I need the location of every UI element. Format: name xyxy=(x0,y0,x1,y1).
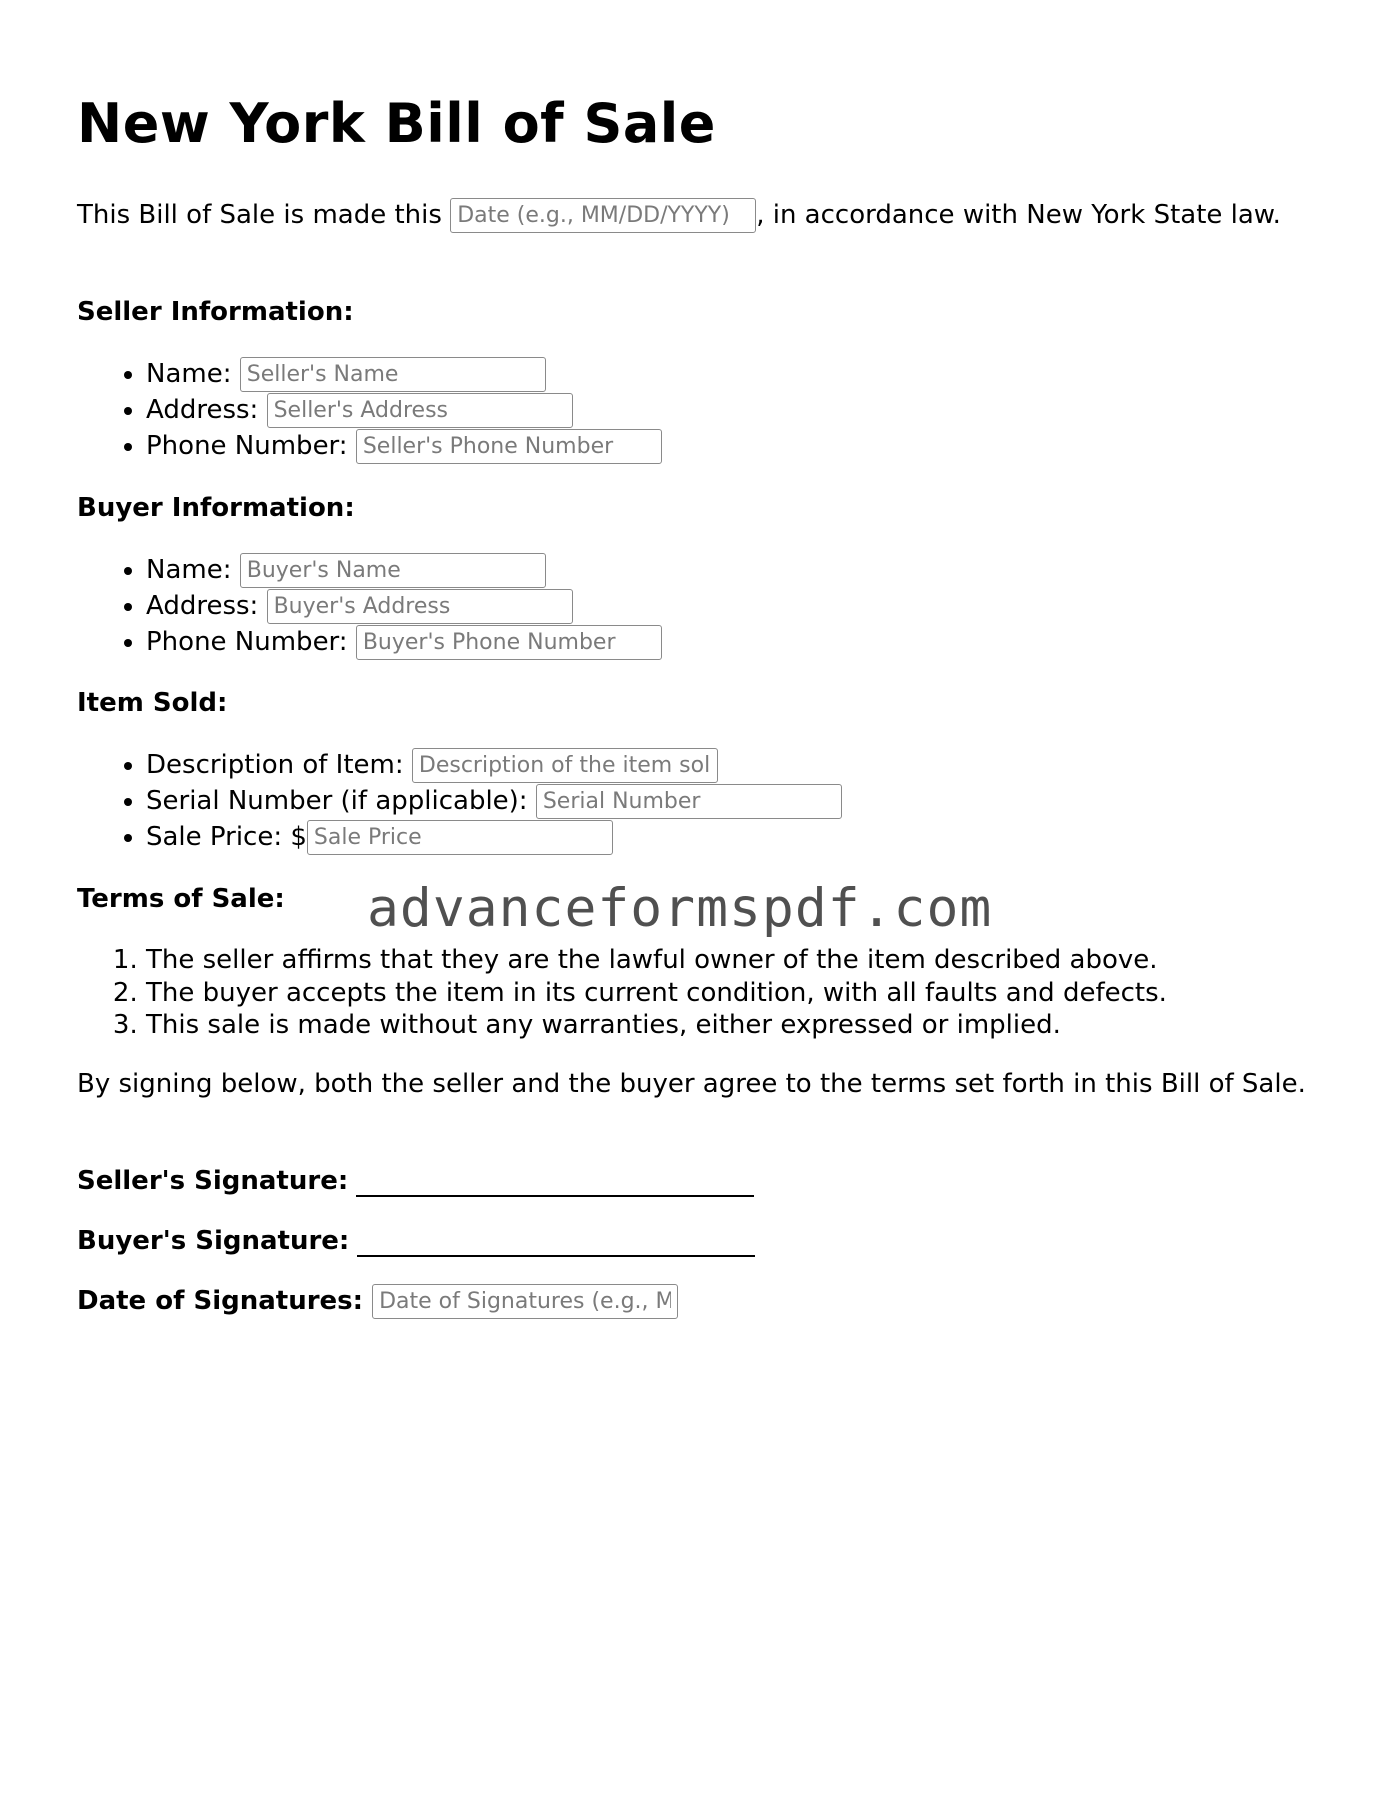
buyer-signature-row xyxy=(77,1224,755,1258)
agreement-paragraph: By signing below, both the seller and the buyer agree to the terms set forth in this Bill of Sale. xyxy=(77,1069,1306,1099)
buyer-signature-label: Buyer's Signature: xyxy=(77,1226,350,1256)
list-item: 2. The buyer accepts the item in its current condition, with all faults and defects. xyxy=(146,977,1167,1010)
seller-signature-label: Seller's Signature: xyxy=(77,1166,349,1196)
list-item: 3. This sale is made without any warranties, either expressed or implied. xyxy=(146,1009,1167,1042)
buyer-signature-line[interactable] xyxy=(357,1227,755,1257)
list-item xyxy=(146,747,842,783)
list-item xyxy=(146,783,842,819)
item-serial-label: Serial Number (if applicable): xyxy=(146,786,536,816)
watermark: advanceformspdf.com xyxy=(367,878,993,939)
signature-date-input[interactable] xyxy=(372,1284,678,1319)
list-item xyxy=(146,392,662,428)
buyer-name-input[interactable] xyxy=(240,553,546,588)
seller-section-heading: Seller Information: xyxy=(77,297,354,327)
buyer-name-label: Name: xyxy=(146,555,240,585)
signature-date-row xyxy=(77,1284,678,1319)
item-description-input[interactable] xyxy=(412,748,718,783)
seller-phone-input[interactable] xyxy=(356,429,662,464)
list-item xyxy=(146,819,842,855)
buyer-fields-list xyxy=(77,552,662,660)
list-item xyxy=(146,624,662,660)
buyer-phone-input[interactable] xyxy=(356,625,662,660)
seller-phone-label: Phone Number: xyxy=(146,431,356,461)
list-item xyxy=(146,356,662,392)
seller-signature-row xyxy=(77,1164,754,1198)
seller-address-input[interactable] xyxy=(267,393,573,428)
list-item xyxy=(146,552,662,588)
seller-signature-line[interactable] xyxy=(356,1167,754,1197)
terms-list xyxy=(77,944,1167,1042)
intro-text-before: This Bill of Sale is made this xyxy=(77,200,451,230)
list-item xyxy=(146,588,662,624)
buyer-phone-label: Phone Number: xyxy=(146,627,356,657)
intro-paragraph xyxy=(77,198,1322,233)
seller-address-label: Address: xyxy=(146,395,267,425)
terms-section-heading: Terms of Sale: xyxy=(77,884,285,914)
item-serial-input[interactable] xyxy=(536,784,842,819)
buyer-address-input[interactable] xyxy=(267,589,573,624)
page-title: New York Bill of Sale xyxy=(77,92,716,155)
sale-price-input[interactable] xyxy=(307,820,613,855)
item-fields-list xyxy=(77,747,842,855)
seller-fields-list xyxy=(77,356,662,464)
sale-price-label: Sale Price: $ xyxy=(146,822,307,852)
item-description-label: Description of Item: xyxy=(146,750,412,780)
seller-name-input[interactable] xyxy=(240,357,546,392)
list-item: 1. The seller affirms that they are the lawful owner of the item described above. xyxy=(146,944,1167,977)
seller-name-label: Name: xyxy=(146,359,240,389)
buyer-address-label: Address: xyxy=(146,591,267,621)
signature-date-label: Date of Signatures: xyxy=(77,1286,364,1316)
item-section-heading: Item Sold: xyxy=(77,688,228,718)
list-item xyxy=(146,428,662,464)
sale-date-input[interactable] xyxy=(450,198,756,233)
buyer-section-heading: Buyer Information: xyxy=(77,493,355,523)
intro-text-after: , in accordance with New York State law. xyxy=(756,200,1281,230)
